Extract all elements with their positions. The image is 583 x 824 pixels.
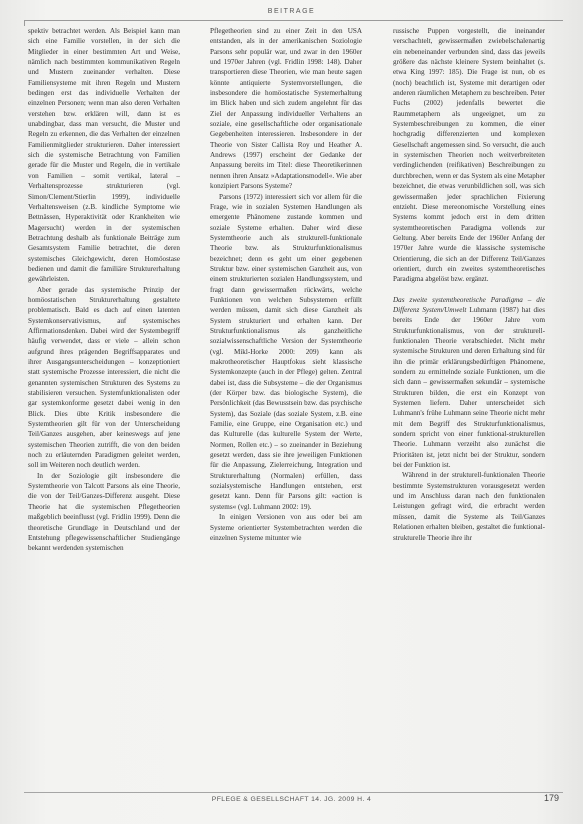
paragraph [210, 26, 362, 192]
paragraph [28, 285, 180, 471]
section-subheading: Das zweite systemtheoretische Paradigma – die Differenz System/Umwelt [393, 295, 545, 314]
paragraph-text: Aber gerade das systemische Prinzip der homöostatischen Strukturerhaltung gestaltete problematisch. Bald es dach auf einen latenten Systemkonservativismus, auf systemisches Affirmationsdenken. Dabei wird der Systembegriff häufig verwendet, dass er viele – allein schon aufgrund ihres prägenden Begriffsapparates und ihrer Ausgangsunterscheidungen – konzeptioniert statt systemische Prozesse interessiert, die nicht die genannten systemischen Strukturen des Systems zu stabilisieren versuchen. Systemfunktionalisten oder gar systemkonforme gesetzt dabei wenig in den Blick. Dies übte Kritik insbesondere die Systemtheorien gilt für von der Unterscheidung Teil/Ganzes ausgehen, aber keineswegs auf jene systemischen Theorien zutrifft, die von den beiden noch zu erläuternden Paradigmen geleitet werden, soll im Weiteren noch deutlich werden. [28, 285, 180, 470]
paragraph-text: spektiv betrachtet werden. Als Beispiel kann man sich eine Familie vorstellen, in der sich die Mitglieder in einer bestimmten Art und Weise, nämlich nach bestimmten kommunikativen Regeln und Mustern zueinander verhalten. Diese Familiensysteme mit ihren Regeln und Mustern bedingen erst das individuelle Verhalten der einzelnen Personen; wenn man also deren Verhalten verstehen bzw. erklären will, dann ist es unabdingbar, dass man versucht, die Muster und Regeln zu erkennen, die das Verhalten der einzelnen Familienmitglieder strukturieren. Daher interessiert sich die systemische Betrachtung von Familien gerade für die Muster und Regeln, die in vertikale von Familien – somit vertikal, lateral – Verhaltensprozesse strukturieren (vgl. Simon/Clement/Stierlin 1999), individuelle Verhaltensweisen (z.B. kindliche Symptome wie Bettnässen, Hyperaktivität oder Krankheiten wie Magersucht) werden in der systemischen Betrachtung deshalb als funktionale Beiträge zum Gesamtsystem Familie betrachtet, die deren systemisches Gleichgewicht, deren Homöostase bedienen und damit die familiäre Strukturerhaltung gewährleisten. [28, 27, 180, 284]
paragraph [210, 512, 362, 543]
paragraph-text: Während in der strukturell-funktionalen Theorie bestimmte Systemstrukturen vorausgesetzt werden und im Anschluss daran nach den funktionalen Leistungen gefragt wird, die erbracht werden müssen, damit die Systeme als Teil/Ganzes Relationen erhalten bleiben, gestaltet die funktional-strukturelle Theorie ihre ihr [393, 471, 545, 542]
paragraph [393, 295, 545, 471]
header-rule-tick [24, 20, 25, 26]
paragraph [210, 192, 362, 513]
paragraph-text: Luhmann (1987) hat dies bereits Ende der 1960er Jahre vom Strukturfunktionalismus, von der strukturell-funktionalen Theorie verabschiedet. Nicht mehr systemische Strukturen und deren Erhaltung sind für ihn die primär erklärungsbedürftigen Phänomene, sondern zu ermittelnde soziale Funktionen, um die sich dann – gewissermaßen sekundär – systemische Strukturen bilden, die erst ein Konzept von Systemen liefern. Daher unterscheidet sich Luhmann's frühe Luhmann seine Theorie nicht mehr mit dem Begriff des Strukturfunktionalismus, sondern spricht von einer funktional-strukturellen Theorie. Luhmann verzeiht also zunächst die Prioritäten ist, jetzt nicht bei der Struktur, sondern bei der Funktion ist. [393, 305, 545, 470]
paragraph-text: Pflegetheorien sind zu einer Zeit in den USA entstanden, als in der amerikanischen Soziologie Parsons sehr populär war, und zwar in den 1960er und 1970er Jahren (vgl. Fridlin 1998: 148). Daher transportieren diese Theorien, wie man heute sagen könnte antiquierte Systemvorstellungen, die insbesondere die homöostatische Systemerhaltung im Blick haben und sich zudem angelehnt für das Ziel der Anpassung individueller Verhaltens an soziale, eine gesellschaftliche oder organisationale Gegebenheiten interessieren. Insbesondere in der Theorie von Sister Callista Roy und Heather A. Andrews (1997) erscheint der Gedanke der Anpassung bereits im Titel: diese Theoretikerinnen nennen ihren Ansatz »Adaptationsmodell«. Wie aber konzipiert Parsons Systeme? [210, 27, 362, 191]
paragraph [28, 471, 180, 554]
header-rule [24, 20, 563, 21]
running-header: BEITRAGE [267, 8, 316, 15]
paragraph-text: In der Soziologie gilt insbesondere die Systemtheorie von Talcott Parsons als eine Theorie, die von der Teil/Ganzes-Differenz ausgeht. Diese Theorie hat die systemischen Pflegetheorien maßgeblich beeinflusst (vgl. Fridlin 1999). Denn die theoretische Grundlage in Deutschland und der Entstehung pflegewissenschaftlicher Studiengänge bekannt werdenden systemischen [28, 471, 180, 553]
footer-rule [24, 792, 563, 793]
text-column-3 [393, 26, 545, 786]
paragraph [393, 26, 545, 285]
text-column-2 [210, 26, 362, 786]
paragraph [28, 26, 180, 285]
paragraph [393, 470, 545, 542]
page-number: 179 [543, 793, 559, 803]
paragraph-text: In einigen Versionen von aus oder bei am Systeme orientierter Systembetrachten werden die einzelnen Systeme mitunter wie [210, 513, 362, 542]
text-column-1 [28, 26, 180, 786]
journal-footer: PFLEGE & GESELLSCHAFT 14. JG. 2009 H. 4 [211, 796, 372, 803]
paragraph-text: Parsons (1972) interessiert sich vor allem für die Frage, wie in sozialen Systemen Handlungen als emergente Phänomene zustande kommen und soziale Systeme erhalten. Daher wird diese Systemtheorie auch als strukturell-funktionale Theorie bzw. als Strukturfunktionalismus bezeichnet; denn es geht um einer gegebenen Struktur bzw. einer systemischen Ganzheit aus, von einem strukturierten sozialen Handlungssystem, und fragt dann gewissermaßen rückwärts, welche Funktionen von welchen Subsystemen erfüllt werden müssen, damit sich diese Ganzheit als System strukturiert und erhalten kann. Der Strukturfunktionalismus als ganzheitliche sozialwissenschaftliche Version der Systemtheorie (vgl. Mikl-Horke 2000: 209) kann als makrotheoretischer Hauptfokus sieht klassische Systemkonzepte (auch in der Pflege) gelten. Zentral dabei ist, dass die Subsysteme – die der Organismus (der Körper bzw. das biologische System), die Persönlichkeit (das Bewusstsein bzw. das psychische System), das Soziale (das soziale System, z.B. eine Familie, eine Gruppe, eine Organisation etc.) und das Kulturelle (das kulturelle System der Werte, Normen, Rollen etc.) – so zueinander in Beziehung gesetzt werden, dass sie ihre jeweiligen Funktionen für die Anpassung, Zielerreichung, Integration und Strukturerhaltung (Normalen) erfüllen, dass sozialsystemische Handlungen entstehen, erst gesetzt kann. Denn für Parsons gilt: »action is systems« (vgl. Luhmann 2002: 19). [210, 192, 362, 511]
paragraph-text: russische Puppen vorgestellt, die ineinander verschachtelt, gewissermaßen zwiebelschalenartig ein nebeneinander verbunden sind, dass das jeweils größere das nächste kleinere System beinhaltet (s. etwa King 1997: 185). Die Frage ist nun, ob es (noch) beachtlich ist, Systeme mit derartigen oder anderen räumlichen Metaphern zu beschreiben. Peter Fuchs (2002) jedenfalls bewertet die Raummetaphern als ungeeignet, um zu Systembeschreibungen zu kommen, die einer hochgradig differenzierten und komplexen Gesellschaft angemessen sind. So versucht, die auch in systemischen Theorien noch weitverbreiteten verdinglichenden (reifikativen) Beschreibungen zu durchbrechen, wenn er das System als eine Metapher bezeichnet, die etwas verunbildlichen soll, was sich gewissermaßen jeder sprachlichen Fixierung entzieht. Diese mereonomische Vorstellung eines Systems kommt jedoch erst in dem dritten systemtheoretischen Paradigma vollends zur Geltung. Aber bereits Ende der 1960er Anfang der 1970er Jahre wurde die klassische systemische Orientierung, die sich an der Differenz Teil/Ganzes orientiert, durch ein zweites systemtheoretisches Paradigma abgelöst bzw. ergänzt. [393, 27, 545, 284]
